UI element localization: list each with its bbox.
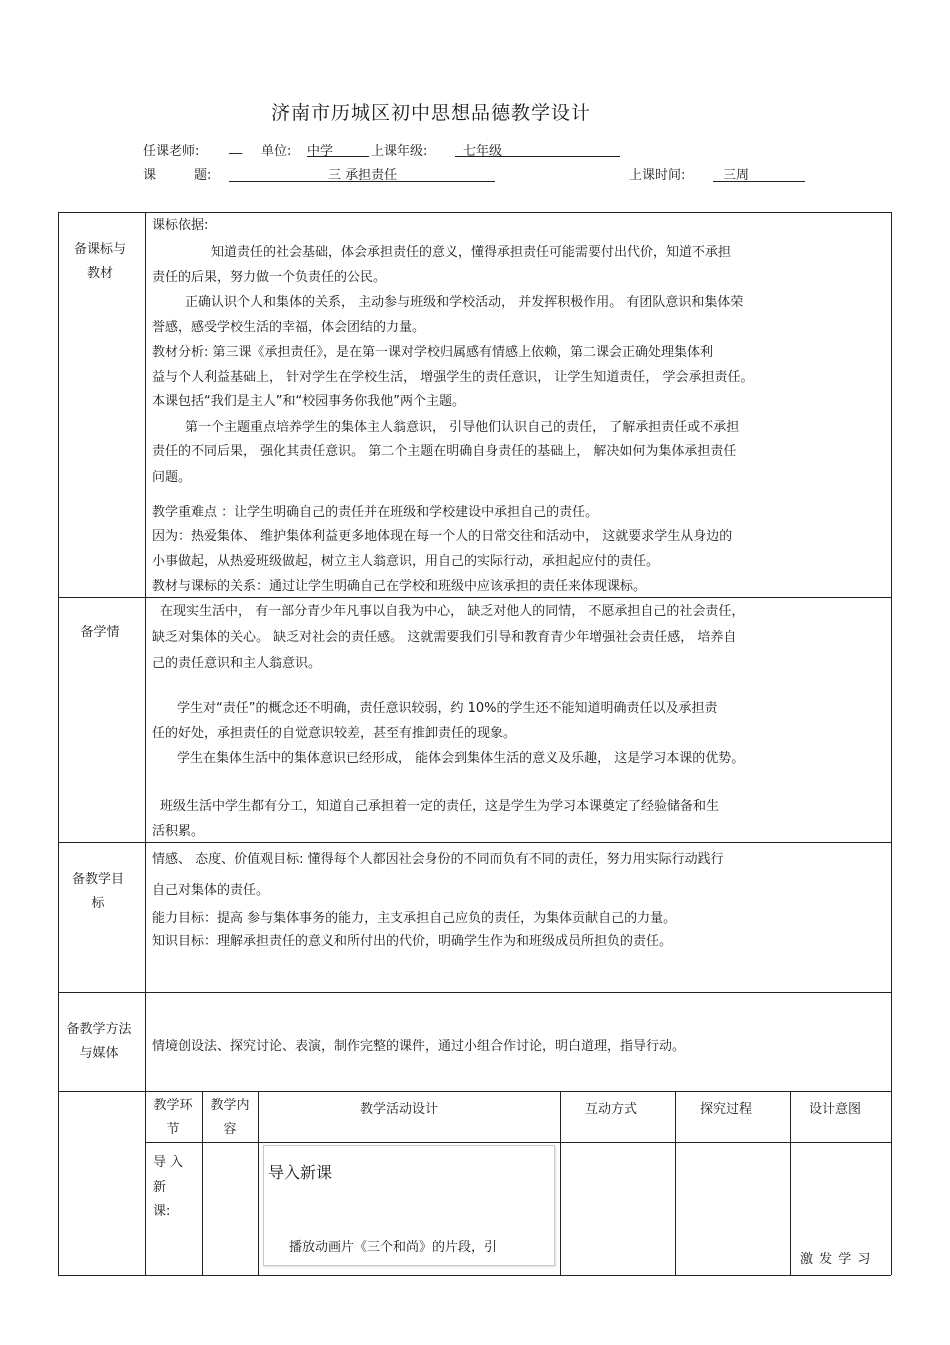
text-line: 教学重难点 ：让学生明确自己的责任并在班级和学校建设中承担自己的责任。 xyxy=(152,505,599,520)
text-line: 情感、 态度、价值观目标: 懂得每个人都因社会身份的不同而负有不同的责任，努力用实际行动践行 xyxy=(152,852,724,867)
text-line: 课标依据: xyxy=(152,218,209,233)
text-line: 因为：热爱集体、 维护集体利益更多地体现在每一个人的日常交往和活动中， 这就要求学生从身边的 xyxy=(152,529,733,544)
topic-label-a: 课 xyxy=(143,168,157,183)
time-label: 上课时间: xyxy=(629,168,686,183)
page-title: 济南市历城区初中思想品德教学设计 xyxy=(271,102,592,124)
text-line: 知道责任的社会基础，体会承担责任的意义，懂得承担责任可能需要付出代价，知道不承担 xyxy=(211,245,732,260)
section-methods-content: 情境创设法、探究讨论、表演，制作完整的课件，通过小组合作讨论，明白道理，指导行动。 xyxy=(152,1039,686,1054)
text-line: 自己对集体的责任。 xyxy=(152,883,270,898)
text-line: 教材分析: 第三课《承担责任》，是在第一课对学校归属感有情感上依赖，第二课会正确处理集体利 xyxy=(152,345,714,360)
grade-value: 七年级 xyxy=(463,144,503,159)
text-line: 益与个人利益基础上， 针对学生在学校生活， 增强学生的责任意识， 让学生知道责任， 学会承担责任。 xyxy=(152,370,754,385)
row1-stage-a: 导 入 xyxy=(153,1155,184,1170)
text-line: 本课包括“我们是主人”和“校园事务你我他”两个主题。 xyxy=(152,394,465,409)
text-line: 班级生活中学生都有分工，知道自己承担着一定的责任，这是学生为学习本课奠定了经验储备和生 xyxy=(160,799,720,814)
unit-value: 中学 xyxy=(307,144,334,159)
header-stage: 教学环节 xyxy=(153,1098,193,1137)
teacher-label: 任课老师: xyxy=(143,144,200,159)
header-content: 教学内容 xyxy=(210,1098,250,1137)
header-activity: 教学活动设计 xyxy=(360,1102,439,1117)
section-label-objectives: 备教学目标 xyxy=(71,872,124,911)
text-line: 责任的不同后果， 强化其责任意识。 第二个主题在明确自身责任的基础上， 解决如何为集体承担责任 xyxy=(152,444,737,459)
section-label-methods: 备教学方法与媒体 xyxy=(66,1022,132,1061)
section-label-curriculum: 备课标与教材 xyxy=(73,242,126,281)
text-line: 责任的后果，努力做一个负责任的公民。 xyxy=(152,270,387,285)
row1-activity-text: 播放动画片《三个和尚》的片段，引 xyxy=(289,1240,498,1255)
topic-underline xyxy=(229,181,495,182)
header-interaction: 互动方式 xyxy=(585,1102,638,1117)
text-line: 教材与课标的关系：通过让学生明确自己在学校和班级中应该承担的责任来体现课标。 xyxy=(152,579,647,594)
text-line: 学生在集体生活中的集体意识已经形成， 能体会到集体生活的意义及乐趣， 这是学习本课的优势。 xyxy=(177,751,745,766)
text-line: 正确认识个人和集体的关系， 主动参与班级和学校活动， 并发挥积极作用。 有团队意识和集体荣 xyxy=(185,295,744,310)
time-underline xyxy=(713,181,805,182)
row1-intent: 激 发 学 习 xyxy=(800,1252,872,1267)
text-line: 问题。 xyxy=(152,470,192,485)
unit-label: 单位: xyxy=(261,144,292,159)
header-intent: 设计意图 xyxy=(809,1102,862,1117)
text-line: 能力目标：提高 参与集体事务的能力，主支承担自己应负的责任，为集体贡献自己的力量。 xyxy=(152,911,677,926)
text-line: 缺乏对集体的关心。 缺乏对社会的责任感。 这就需要我们引导和教育青少年增强社会责任感， 培养自 xyxy=(152,630,737,645)
topic-value: 三 承担责任 xyxy=(328,168,398,183)
topic-label-b: 题: xyxy=(194,168,212,183)
text-line: 誉感，感受学校生活的幸福，体会团结的力量。 xyxy=(152,320,426,335)
grade-underline xyxy=(455,156,620,157)
text-line: 活积累。 xyxy=(152,824,205,839)
teacher-value: __ xyxy=(229,140,242,155)
text-line: 小事做起，从热爱班级做起，树立主人翁意识，用自己的实际行动，承担起应付的责任。 xyxy=(152,554,660,569)
text-line: 己的责任意识和主人翁意识。 xyxy=(152,656,322,671)
text-line: 第一个主题重点培养学生的集体主人翁意识， 引导他们认识自己的责任， 了解承担责任或不承担 xyxy=(185,420,740,435)
unit-underline xyxy=(307,156,369,157)
section-label-students: 备学情 xyxy=(80,625,120,640)
grade-label: 上课年级: xyxy=(371,144,428,159)
text-line: 在现实生活中， 有一部分青少年凡事以自我为中心， 缺乏对他人的同情， 不愿承担自己的社会责任， xyxy=(160,604,745,619)
row1-activity-title: 导入新课 xyxy=(268,1163,333,1182)
text-line: 任的好处，承担责任的自觉意识较差，甚至有推卸责任的现象。 xyxy=(152,726,517,741)
text-line: 学生对“责任”的概念还不明确，责任意识较弱，约 10%的学生还不能知道明确责任以及承担责 xyxy=(177,701,718,716)
text-line: 知识目标：理解承担责任的意义和所付出的代价，明确学生作为和班级成员所担负的责任。 xyxy=(152,934,673,949)
row1-stage-c: 课: xyxy=(153,1204,171,1219)
row1-stage-b: 新 xyxy=(153,1180,167,1195)
time-value: 三周 xyxy=(723,168,750,183)
header-inquiry: 探究过程 xyxy=(700,1102,753,1117)
